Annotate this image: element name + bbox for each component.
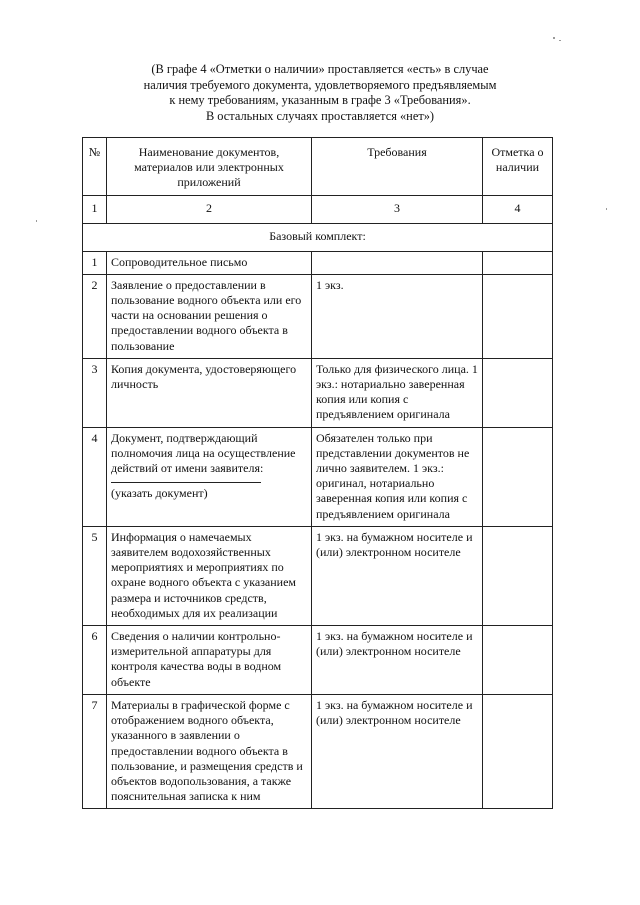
row-num: 2 bbox=[83, 274, 107, 358]
row-requirements: 1 экз. на бумажном носителе и (или) электронном носителе bbox=[312, 526, 483, 625]
blank-fill-line[interactable] bbox=[111, 476, 261, 483]
intro-line: В остальных случаях проставляется «нет») bbox=[205, 108, 435, 123]
row-name: Сведения о наличии контрольно-измерительной аппаратуры для контроля качества воды в водном объекте bbox=[107, 626, 312, 695]
row-name: Информация о намечаемых заявителем водохозяйственных мероприятиях и мероприятиях по охране водного объекта с указанием размера и источников средств, необходимых для их реализации bbox=[107, 526, 312, 625]
row-mark-cell[interactable] bbox=[483, 274, 553, 358]
column-numbers-row bbox=[83, 195, 553, 223]
row-requirements: 1 экз. на бумажном носителе и (или) электронном носителе bbox=[312, 694, 483, 808]
row-num: 6 bbox=[83, 626, 107, 695]
scan-speck bbox=[606, 208, 607, 210]
row-name: Материалы в графической форме с отображением водного объекта, указанного в заявлении о предоставлении водного объекта в пользование, и размещения средств и объектов водопользования, а также пояснительная записка к ним bbox=[107, 694, 312, 808]
row-mark-cell[interactable] bbox=[483, 626, 553, 695]
row-mark-cell[interactable] bbox=[483, 251, 553, 274]
section-title: Базовый комплект: bbox=[83, 223, 553, 251]
header-mark: Отметка о наличии bbox=[483, 138, 553, 196]
documents-table bbox=[82, 137, 553, 809]
section-row bbox=[83, 223, 553, 251]
header-requirements: Требования bbox=[312, 138, 483, 196]
row-mark-cell[interactable] bbox=[483, 358, 553, 427]
row-num: 4 bbox=[83, 427, 107, 526]
column-number: 4 bbox=[483, 195, 553, 223]
table-row bbox=[83, 526, 553, 625]
intro-line: наличия требуемого документа, удовлетворяемого предъявляемым bbox=[143, 77, 497, 92]
scan-speck bbox=[559, 40, 561, 41]
table-row bbox=[83, 694, 553, 808]
row-requirements: 1 экз. на бумажном носителе и (или) электронном носителе bbox=[312, 626, 483, 695]
row-requirements bbox=[312, 251, 483, 274]
row-mark-cell[interactable] bbox=[483, 427, 553, 526]
table-header-row bbox=[83, 138, 553, 196]
row-name-hint: (указать документ) bbox=[111, 486, 208, 501]
row-requirements: Обязателен только при представлении документов не лично заявителем. 1 экз.: оригинал, нотариально заверенная копия или копия с предъявлением оригинала bbox=[312, 427, 483, 526]
row-num: 3 bbox=[83, 358, 107, 427]
row-requirements: Только для физического лица. 1 экз.: нотариально заверенная копия или копия с предъявлением оригинала bbox=[312, 358, 483, 427]
column-number: 1 bbox=[83, 195, 107, 223]
row-name: Документ, подтверждающий полномочия лица на осуществление действий от имени заявителя: bbox=[111, 430, 296, 476]
scan-speck bbox=[36, 220, 37, 222]
column-number: 2 bbox=[107, 195, 312, 223]
scan-speck bbox=[553, 37, 555, 39]
header-num: № bbox=[83, 138, 107, 196]
column-number: 3 bbox=[312, 195, 483, 223]
intro-line: к нему требованиям, указанным в графе 3 «Требования». bbox=[169, 93, 471, 107]
table-row bbox=[83, 274, 553, 358]
row-num: 7 bbox=[83, 694, 107, 808]
header-name: Наименование документов, материалов или электронных приложений bbox=[107, 138, 312, 196]
table-row bbox=[83, 251, 553, 274]
row-name: Копия документа, удостоверяющего личность bbox=[107, 358, 312, 427]
table-row bbox=[83, 427, 553, 526]
intro-note bbox=[110, 62, 530, 124]
row-num: 1 bbox=[83, 251, 107, 274]
row-name: Сопроводительное письмо bbox=[107, 251, 312, 274]
row-mark-cell[interactable] bbox=[483, 526, 553, 625]
row-mark-cell[interactable] bbox=[483, 694, 553, 808]
row-requirements: 1 экз. bbox=[312, 274, 483, 358]
table-row bbox=[83, 626, 553, 695]
intro-line: (В графе 4 «Отметки о наличии» проставляется «есть» в случае bbox=[151, 62, 489, 76]
row-name: Заявление о предоставлении в пользование водного объекта или его части на основании решения о предоставлении водного объекта в пользование bbox=[107, 274, 312, 358]
table-row bbox=[83, 358, 553, 427]
row-num: 5 bbox=[83, 526, 107, 625]
row-name-cell bbox=[107, 427, 312, 526]
